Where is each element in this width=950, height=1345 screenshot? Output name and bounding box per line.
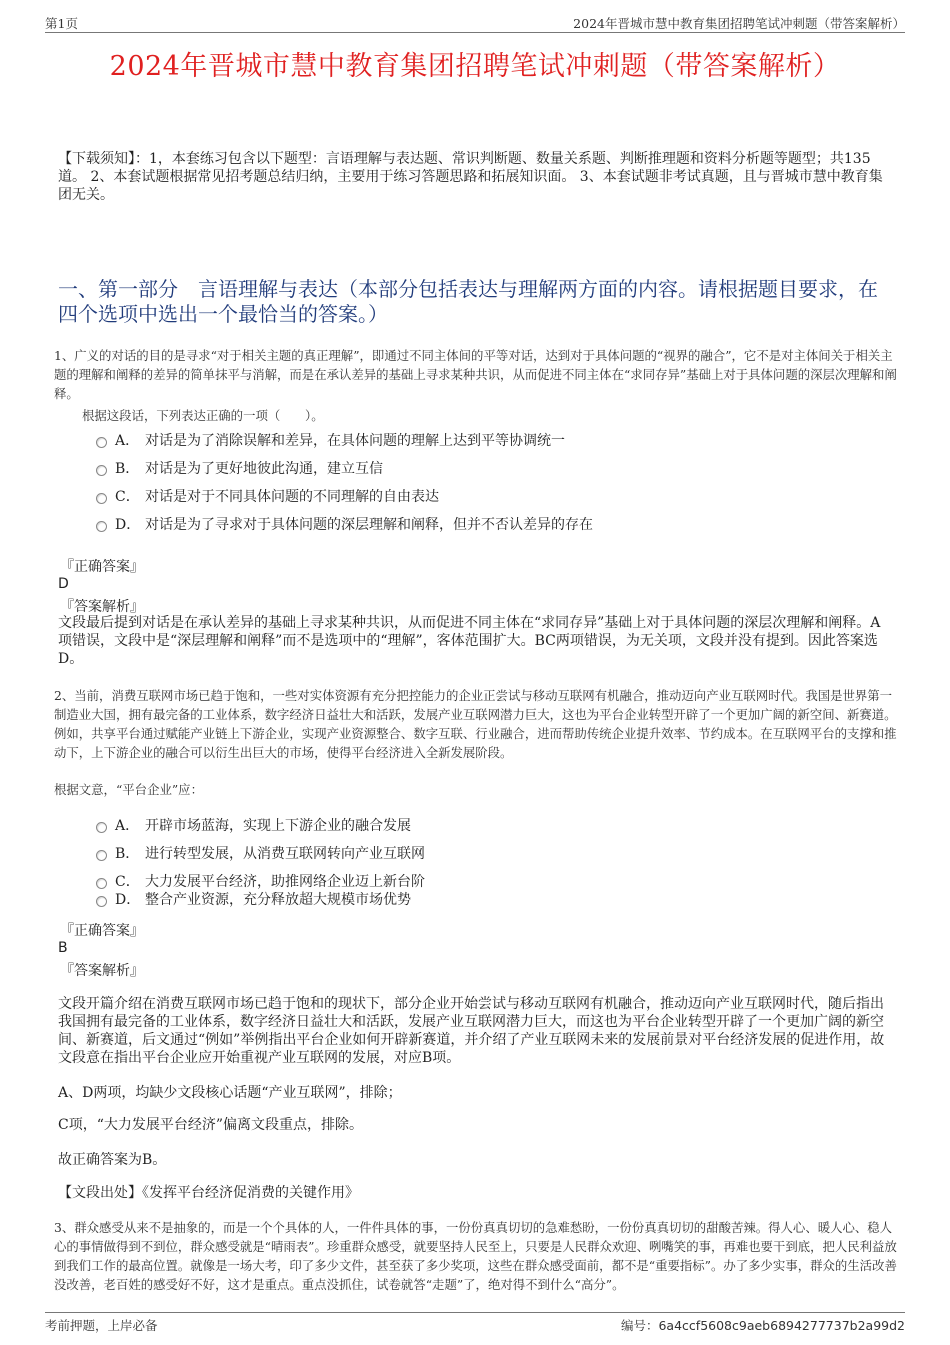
footer-code-label: 编号： bbox=[620, 1318, 659, 1333]
footer-code: 6a4ccf5608c9aeb6894277737b2a99d2 bbox=[658, 1318, 905, 1333]
question-2-analysis: 文段开篇介绍在消费互联网市场已趋于饱和的现状下，部分企业开始尝试与移动互联网有机融合，推动迈向产业互联网时代，随后指出我国拥有最完备的工业体系，数字经济日益壮大和活跃，发展产业互联网潜力巨大，而这也为平台企业转型开辟了一个更加广阔的新空间、新赛道，后文通过“例如”举例指出平台企业如何开辟新赛道，并介绍了产业互联网未来的发展前景对平台经济发展的促进作用，故文段意在指出平台企业应开始重视产业互联网的发展，对应B项。 bbox=[58, 996, 885, 1066]
question-2-conclusion: 故正确答案为B。 bbox=[58, 1152, 167, 1168]
question-1-text: 1、广义的对话的目的是寻求“对于相关主题的真正理解”，即通过不同主体间的平等对话，达到对于具体问题的“视界的融合”，它不是对主体间关于相关主题的理解和阐释的差异的简单抹平与消解，而是在承认差异的基础上寻求某种共识，从而促进不同主体在“求同存异”基础上对于具体问题的深层次理解和阐释。 bbox=[54, 348, 897, 401]
option-text: 开辟市场蓝海，实现上下游企业的融合发展 bbox=[145, 818, 411, 834]
page-footer bbox=[45, 1312, 905, 1333]
option-letter: B． bbox=[115, 461, 140, 477]
radio-button-icon[interactable] bbox=[96, 896, 107, 907]
radio-button-icon[interactable] bbox=[96, 465, 107, 476]
option-letter: A． bbox=[115, 433, 140, 449]
page-header bbox=[45, 14, 905, 33]
option-text: 对话是为了寻求对于具体问题的深层理解和阐释，但并不否认差异的存在 bbox=[145, 517, 593, 533]
option-text: 进行转型发展，从消费互联网转向产业互联网 bbox=[145, 846, 425, 862]
radio-button-icon[interactable] bbox=[96, 878, 107, 889]
question-2-answer-label: 『正确答案』 bbox=[60, 923, 144, 939]
question-2-answer: B bbox=[58, 940, 68, 956]
question-1-analysis: 文段最后提到对话是在承认差异的基础上寻求某种共识，从而促进不同主体在“求同存异”基础上对于具体问题的深层次理解和阐释。A项错误，文段中是“深层理解和阐释”而不是选项中的“理解”，客体范围扩大。BC两项错误，为无关项，文段并没有提到。因此答案选D。 bbox=[58, 615, 881, 667]
option-text: 对话是为了消除误解和差异，在具体问题的理解上达到平等协调统一 bbox=[145, 433, 565, 449]
header-doc-title: 2024年晋城市慧中教育集团招聘笔试冲刺题（带答案解析） bbox=[573, 16, 905, 31]
radio-button-icon[interactable] bbox=[96, 437, 107, 448]
question-1-analysis-label: 『答案解析』 bbox=[60, 599, 144, 615]
question-1-stem: 根据这段话，下列表达正确的一项（ ）。 bbox=[82, 408, 324, 423]
question-2-source: 【文段出处】《发挥平台经济促消费的关键作用》 bbox=[58, 1185, 359, 1201]
radio-button-icon[interactable] bbox=[96, 850, 107, 861]
option-letter: C． bbox=[115, 489, 140, 505]
footer-code-block bbox=[621, 1316, 905, 1334]
option-letter: A． bbox=[115, 818, 140, 834]
question-1-option-c[interactable] bbox=[96, 486, 439, 506]
question-1-option-d[interactable] bbox=[96, 514, 593, 534]
document-title: 2024年晋城市慧中教育集团招聘笔试冲刺题（带答案解析） bbox=[109, 51, 841, 82]
question-2-analysis-ad: A、D两项，均缺少文段核心话题“产业互联网”，排除； bbox=[58, 1085, 402, 1101]
option-text: 对话是对于不同具体问题的不同理解的自由表达 bbox=[145, 489, 439, 505]
radio-button-icon[interactable] bbox=[96, 822, 107, 833]
option-text: 整合产业资源，充分释放超大规模市场优势 bbox=[145, 892, 411, 908]
option-text: 对话是为了更好地彼此沟通，建立互信 bbox=[145, 461, 383, 477]
radio-button-icon[interactable] bbox=[96, 521, 107, 532]
question-1-answer: D bbox=[58, 576, 69, 592]
question-2-option-c[interactable] bbox=[96, 871, 425, 891]
question-2-analysis-label: 『答案解析』 bbox=[60, 963, 144, 979]
option-letter: D． bbox=[115, 517, 141, 533]
question-3-text: 3、群众感受从来不是抽象的，而是一个个具体的人，一件件具体的事，一份份真真切切的急难愁盼，一份份真真切切的甜酸苦辣。得人心、暖人心、稳人心的事情做得到不到位，群众感受就是“晴雨表”。珍重群众感受，就要坚持人民至上，只要是人民群众欢迎、咧嘴笑的事，再难也要干到底，把人民利益放到我们工作的最高位置。就像是一场大考，印了多少文件，甚至获了多少奖项，这些在群众感受面前，都不是“重要指标”。办了多少实事，群众的生活改善没改善，老百姓的感受好不好，这才是重点。重点没抓住，试卷就答“走题”了，绝对得不到什么“高分”。 bbox=[54, 1220, 897, 1292]
question-1-answer-label: 『正确答案』 bbox=[60, 559, 144, 575]
question-1-option-b[interactable] bbox=[96, 458, 383, 478]
section-heading: 一、第一部分 言语理解与表达（本部分包括表达与理解两方面的内容。请根据题目要求，在四个选项中选出一个最恰当的答案。） bbox=[58, 277, 878, 326]
radio-button-icon[interactable] bbox=[96, 493, 107, 504]
question-2-option-d[interactable] bbox=[96, 889, 411, 909]
question-1-option-a[interactable] bbox=[96, 430, 565, 450]
option-letter: B． bbox=[115, 846, 140, 862]
question-2-option-b[interactable] bbox=[96, 843, 425, 863]
question-2-text: 2、当前，消费互联网市场已趋于饱和，一些对实体资源有充分把控能力的企业正尝试与移动互联网有机融合，推动迈向产业互联网时代。我国是世界第一制造业大国，拥有最完备的工业体系，数字经济日益壮大和活跃，发展产业互联网潜力巨大，这也为平台企业转型开辟了一个更加广阔的新空间、新赛道。例如，共享平台通过赋能产业链上下游企业，实现产业资源整合、数字互联、行业融合，进而帮助传统企业提升效率、节约成本。在互联网平台的支撑和推动下，上下游企业的融合可以衍生出巨大的市场，使得平台经济进入全新发展阶段。 bbox=[54, 688, 897, 760]
question-2-stem: 根据文意，“平台企业”应： bbox=[54, 782, 203, 797]
question-2-analysis-c: C项，“大力发展平台经济”偏离文段重点，排除。 bbox=[58, 1117, 364, 1133]
question-2-option-a[interactable] bbox=[96, 815, 411, 835]
option-letter: C． bbox=[115, 874, 140, 890]
footer-slogan: 考前押题，上岸必备 bbox=[45, 1318, 158, 1333]
option-letter: D． bbox=[115, 892, 141, 908]
page-number: 第1页 bbox=[45, 16, 78, 31]
option-text: 大力发展平台经济，助推网络企业迈上新台阶 bbox=[145, 874, 425, 890]
download-notice: 【下载须知】：1，本套练习包含以下题型：言语理解与表达题、常识判断题、数量关系题、判断推理题和资料分析题等题型；共135道。 2、本套试题根据常见招考题总结归纳，主要用于练习答题思路和拓展知识面。 3、本套试题非考试真题，且与晋城市慧中教育集团无关。 bbox=[58, 151, 883, 203]
